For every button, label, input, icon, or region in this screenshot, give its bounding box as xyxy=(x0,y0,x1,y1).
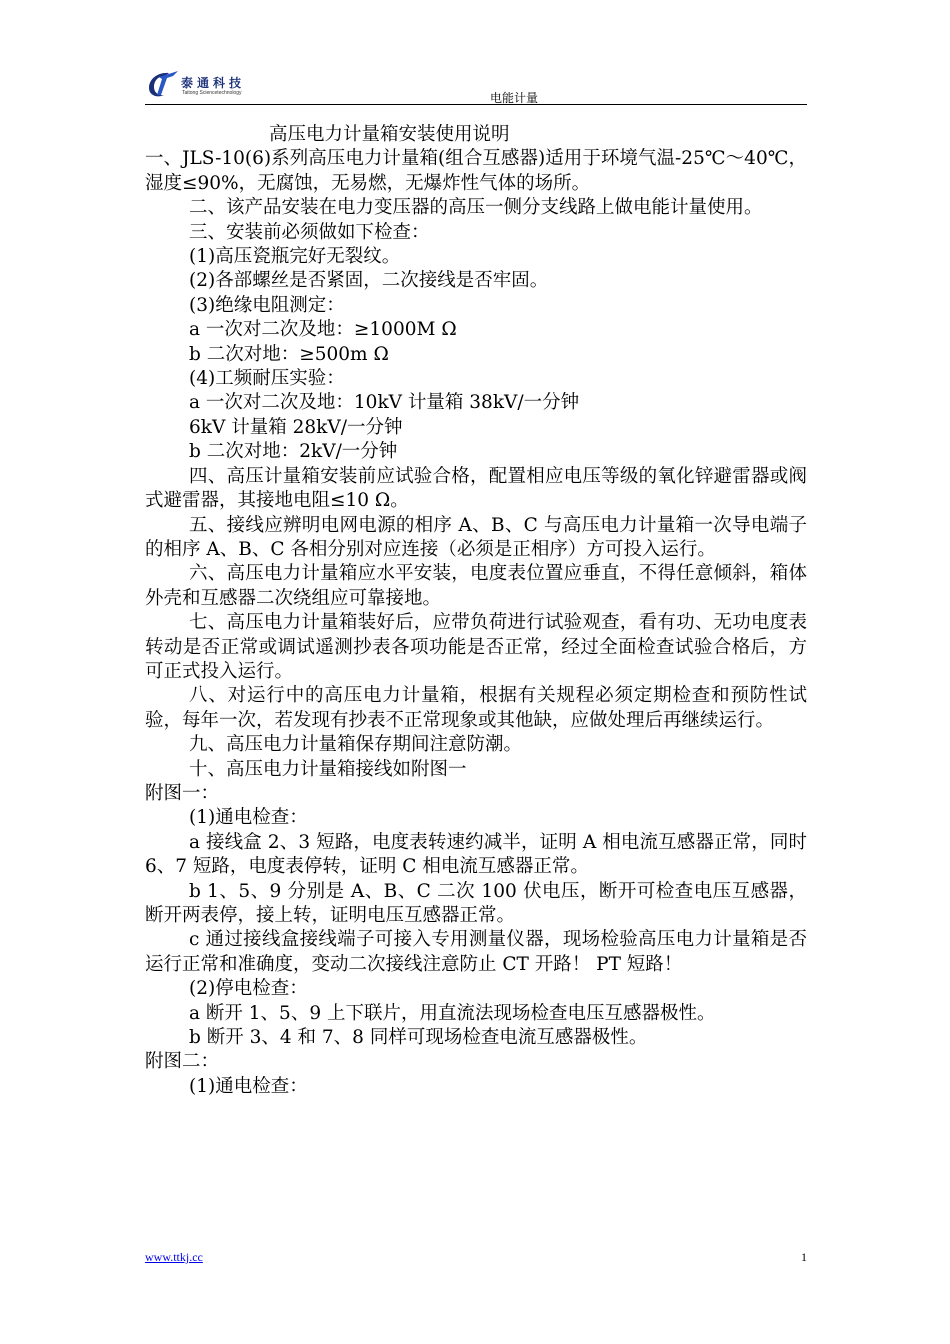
paragraph: b 1、5、9 分别是 A、B、C 二次 100 伏电压，断开可检查电压互感器，断开两表停，接上转，证明电压互感器正常。 xyxy=(145,880,807,926)
brand-name-en: Taitong Sciencetechnology xyxy=(182,90,242,96)
list-item: (1)通电检查： xyxy=(189,807,308,829)
paragraph: 五、接线应辨明电网电源的相序 A、B、C 与高压电力计量箱一次导电端子的相序 A、B、C 各相分别对应连接（必须是正相序）方可投入运行。 xyxy=(145,514,807,560)
logo-swoosh-icon xyxy=(145,68,179,100)
paragraph: 一、JLS-10(6)系列高压电力计量箱(组合互感器)适用于环境气温-25℃～40℃，湿度≤90%，无腐蚀，无易燃，无爆炸性气体的场所。 xyxy=(145,148,807,194)
paragraph: a 接线盒 2、3 短路，电度表转速约减半，证明 A 相电流互感器正常，同时 6、7 短路，电度表停转，证明 C 相电流互感器正常。 xyxy=(145,831,807,878)
list-item: b 二次对地：≥500m Ω xyxy=(189,343,389,365)
page-number: 1 xyxy=(801,1250,807,1264)
company-logo xyxy=(145,66,260,102)
list-item: (4)工频耐压实验： xyxy=(189,368,345,390)
brand-name-cn: 泰通科技 xyxy=(181,76,246,90)
paragraph: 七、高压电力计量箱装好后，应带负荷进行试验观查，看有功、无功电度表转动是否正常或调试遥测抄表各项功能是否正常，经过全面检查试验合格后，方可正式投入运行。 xyxy=(145,612,807,682)
page-footer xyxy=(145,1250,807,1270)
list-item: (1)高压瓷瓶完好无裂纹。 xyxy=(189,246,401,268)
list-item: b 断开 3、4 和 7、8 同样可现场检查电流互感器极性。 xyxy=(189,1027,648,1049)
list-item: 6kV 计量箱 28kV/一分钟 xyxy=(189,416,403,438)
page-header xyxy=(145,66,807,106)
paragraph: 八、对运行中的高压电力计量箱，根据有关规程必须定期检查和预防性试验，每年一次，若发现有抄表不正常现象或其他缺，应做处理后再继续运行。 xyxy=(145,685,807,731)
list-item: a 一次对二次及地：≥1000M Ω xyxy=(189,319,457,341)
paragraph: 三、安装前必须做如下检查： xyxy=(189,221,430,243)
header-title: 电能计量 xyxy=(490,91,539,105)
list-item: (2)各部螺丝是否紧固，二次接线是否牢固。 xyxy=(189,270,549,292)
list-item: a 断开 1、5、9 上下联片，用直流法现场检查电压互感器极性。 xyxy=(189,1002,716,1024)
paragraph: c 通过接线盒接线端子可接入专用测量仪器，现场检验高压电力计量箱是否运行正常和准确度，变动二次接线注意防止 CT 开路！ PT 短路！ xyxy=(145,929,807,975)
paragraph: 九、高压电力计量箱保存期间注意防潮。 xyxy=(189,734,523,756)
section-label: 附图一： xyxy=(145,782,220,804)
list-item: a 一次对二次及地：10kV 计量箱 38kV/一分钟 xyxy=(189,392,580,414)
list-item: (3)绝缘电阻测定： xyxy=(189,294,345,316)
paragraph: 四、高压计量箱安装前应试验合格，配置相应电压等级的氧化锌避雷器或阀式避雷器，其接地电阻≤10 Ω。 xyxy=(145,465,807,512)
header-divider xyxy=(145,104,807,105)
website-link[interactable]: www.ttkj.cc xyxy=(145,1250,203,1264)
paragraph: 六、高压电力计量箱应水平安装，电度表位置应垂直，不得任意倾斜，箱体外壳和互感器二次绕组应可靠接地。 xyxy=(145,563,807,609)
document-title: 高压电力计量箱安装使用说明 xyxy=(269,124,510,145)
list-item: (1)通电检查： xyxy=(189,1075,308,1097)
section-label: 附图二： xyxy=(145,1051,220,1073)
document-body xyxy=(145,123,807,1099)
list-item: (2)停电检查： xyxy=(189,978,308,1000)
paragraph: 十、高压电力计量箱接线如附图一 xyxy=(189,758,467,780)
list-item: b 二次对地：2kV/一分钟 xyxy=(189,441,398,463)
paragraph: 二、该产品安装在电力变压器的高压一侧分支线路上做电能计量使用。 xyxy=(189,197,763,219)
